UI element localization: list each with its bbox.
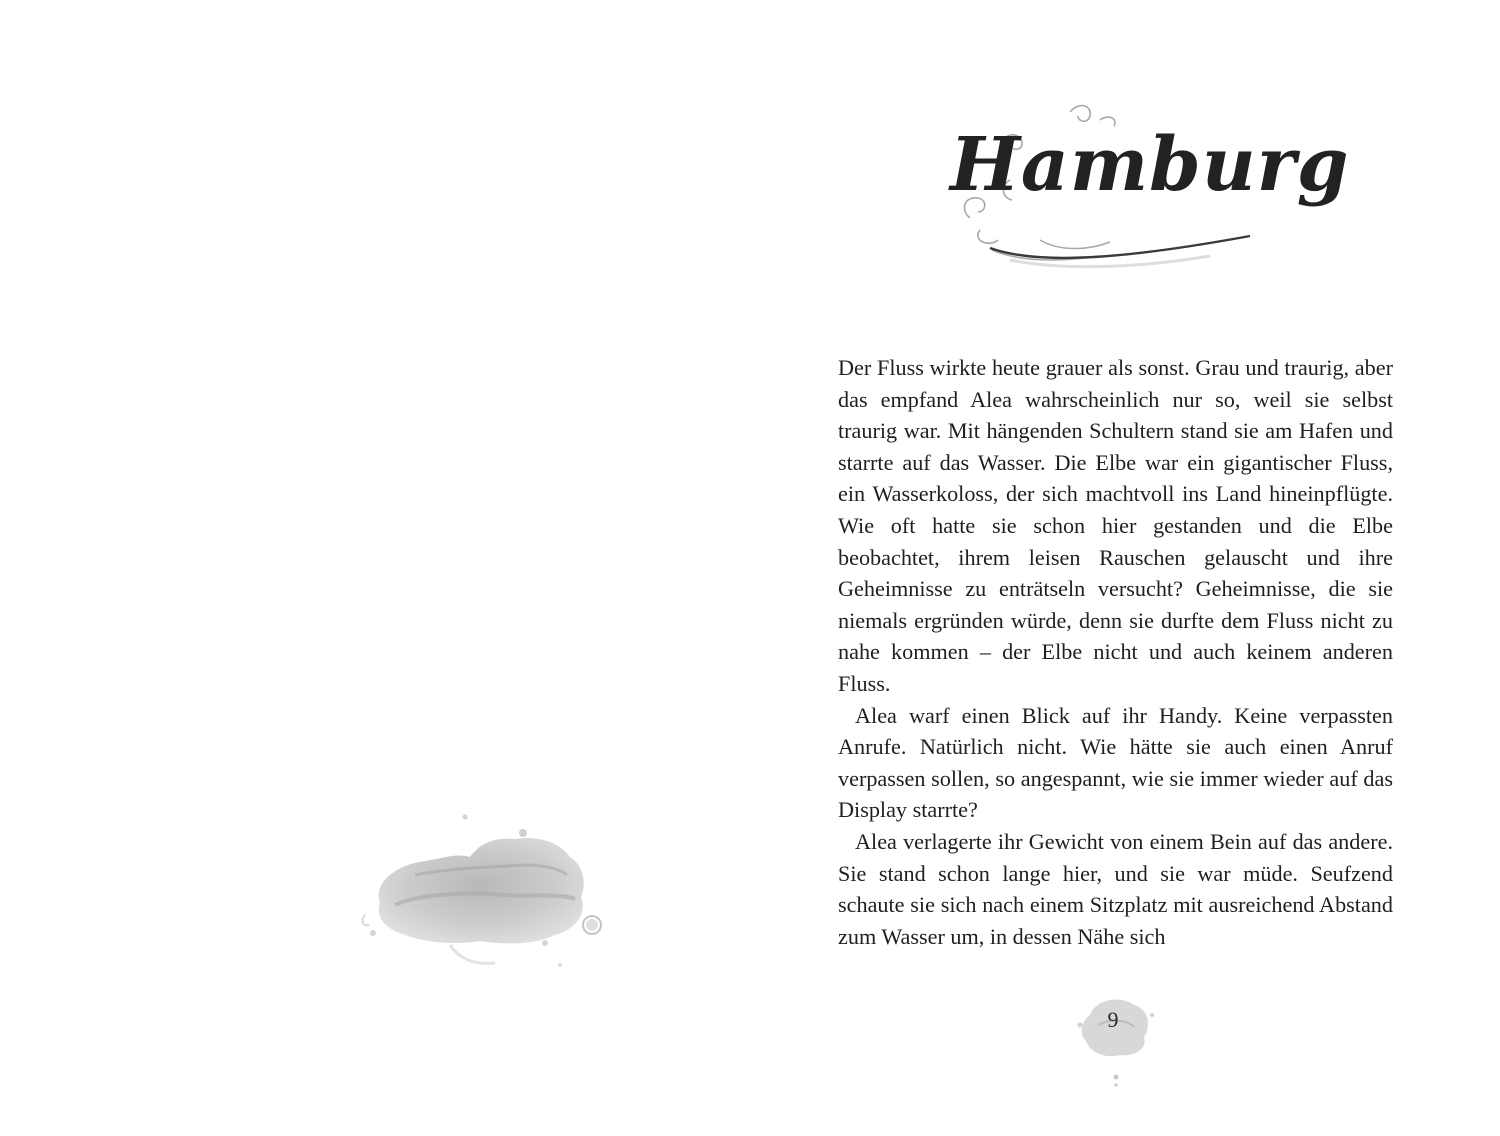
page-number-blot	[1068, 985, 1158, 1095]
chapter-title	[950, 90, 1350, 270]
page-number-ink-splash	[1068, 985, 1158, 1095]
page-number: 9	[1107, 1007, 1119, 1032]
chapter-title-text: Hamburg	[950, 122, 1350, 208]
right-page	[750, 0, 1500, 1136]
ink-blot-illustration	[355, 795, 615, 995]
paragraph-3: Alea verlagerte ihr Gewicht von einem Bein auf das andere. Sie stand schon lange hier, und sie war müde. Seufzend schaute sie sich nach einem Sitzplatz mit ausreichend Abstand zum Wasser um, in dessen Nähe sich	[838, 828, 1393, 949]
paragraph-2: Alea warf einen Blick auf ihr Handy. Keine verpassten Anrufe. Natürlich nicht. Wie hätte sie auch einen Anruf verpassen sollen, so angespannt, wie sie immer wieder auf das Display starrte?	[838, 702, 1393, 823]
paragraph-1: Der Fluss wirkte heute grauer als sonst. Grau und traurig, aber das empfand Alea wahrscheinlich nur so, weil sie selbst traurig war. Mit hängenden Schultern stand sie am Hafen und starrte auf das Wasser. Die Elbe war ein gigantischer Fluss, ein Wasserkoloss, der sich machtvoll ins Land hineinpflügte. Wie oft hatte sie schon hier gestanden und die Elbe beobachtet, ihrem leisen Rauschen gelauscht und ihre Geheimnisse zu enträtseln versucht? Geheimnisse, die sie niemals ergründen würde, denn sie durfte dem Fluss nicht zu nahe kommen – der Elbe nicht und auch keinem anderen Fluss.	[838, 355, 1393, 696]
body-text	[838, 352, 1393, 952]
